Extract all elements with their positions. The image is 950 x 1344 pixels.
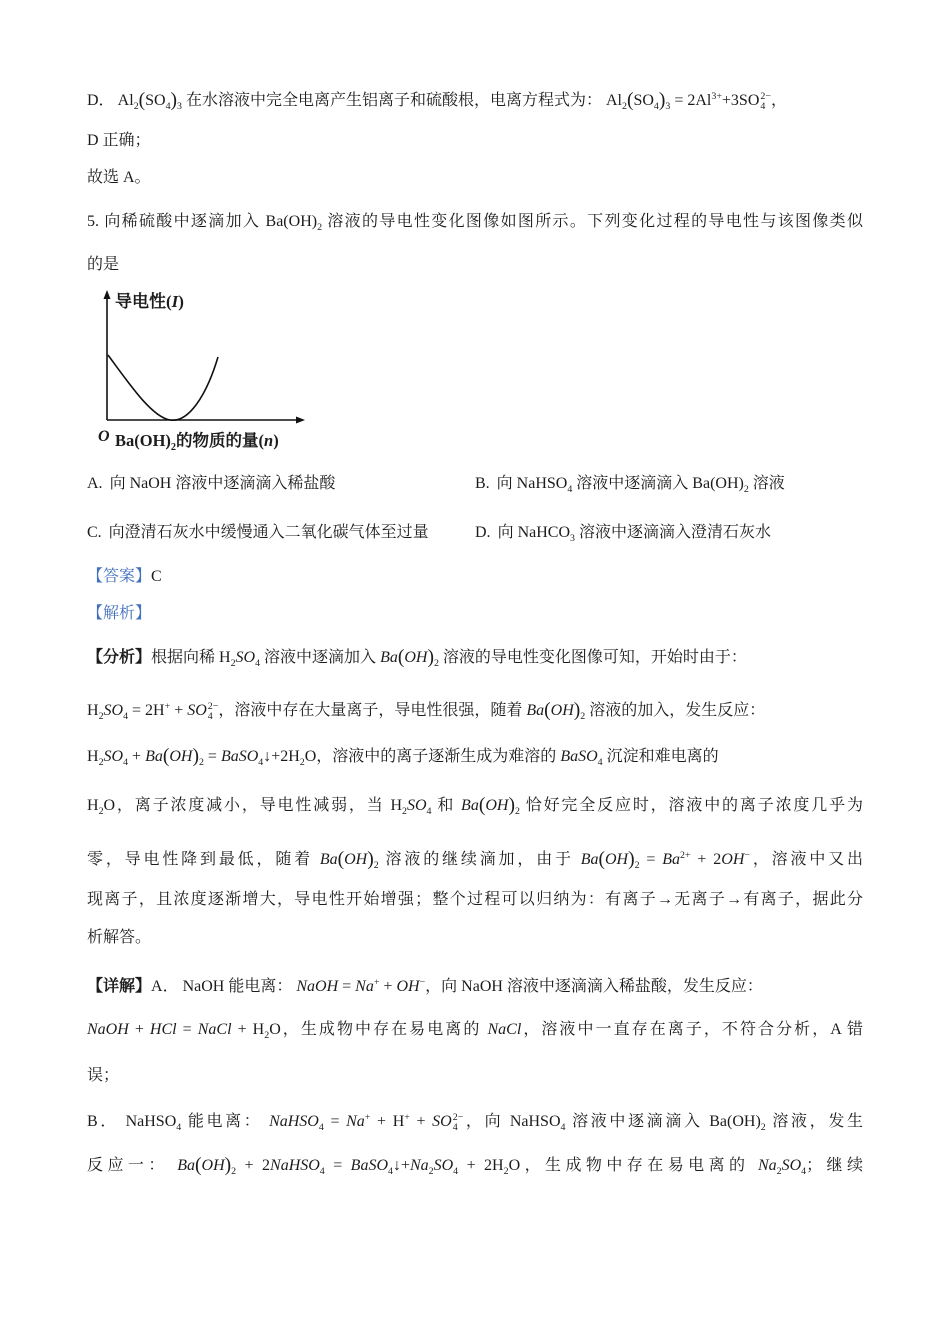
text-run: ，向 NaOH 溶液中逐滴滴入稀盐酸，发生反应： <box>425 977 763 995</box>
analysis-line <box>87 746 719 774</box>
previous-answer-choice-line <box>87 167 151 189</box>
text-run: 恰好完全反应时，溶液中的离子浓度几乎为 <box>519 797 863 814</box>
superscript: 3+ <box>711 91 722 102</box>
subscript: 4 <box>388 1165 393 1177</box>
analysis-line <box>87 927 151 949</box>
parenthesis: ) <box>367 849 374 871</box>
subscript: 4 <box>176 1121 182 1133</box>
text-run: = <box>323 1112 347 1130</box>
option-c <box>87 522 429 544</box>
parenthesis: ( <box>195 1155 202 1177</box>
text-run: + <box>128 1021 150 1038</box>
text-run: 向 NaHSO <box>496 475 568 492</box>
parenthesis: ) <box>628 849 635 871</box>
italic-run: OH <box>721 850 745 868</box>
analysis-line <box>87 795 863 823</box>
italic-run: SO <box>406 797 427 814</box>
sub-superscript <box>208 702 219 723</box>
text-run: A． NaOH 能电离： <box>151 977 297 995</box>
text-run: 溶液中逐滴滴入 Ba(OH) <box>572 475 744 492</box>
subscript: 4 <box>165 100 171 112</box>
text-run: 溶液中逐滴滴入澄清石灰水 <box>574 524 771 541</box>
option-text <box>110 475 336 492</box>
text-run: + <box>379 977 397 995</box>
text-run: 误； <box>87 1067 120 1084</box>
subscript: 2 <box>98 710 104 722</box>
bold-italic-run: n <box>264 431 274 450</box>
italic-run: Na <box>409 1157 429 1174</box>
italic-run: SO <box>235 649 256 666</box>
analysis-line <box>87 696 765 728</box>
subscript: 4 <box>258 756 264 768</box>
subscript: 2 <box>231 1165 237 1177</box>
italic-run: SO <box>103 701 124 719</box>
question-stem-line <box>87 254 119 276</box>
superscript: + <box>364 1112 371 1123</box>
bold-run: 导电性( <box>115 292 172 311</box>
text-run: SO <box>633 91 654 109</box>
parenthesis: ( <box>337 849 345 871</box>
subscript: 2 <box>622 100 627 112</box>
subscript: 2 <box>133 100 139 112</box>
parenthesis: ) <box>658 90 666 112</box>
text-run: 零，导电性降到最低，随着 <box>87 850 320 868</box>
option-label: D. <box>475 524 491 541</box>
text-run: ，向 NaHSO <box>463 1112 561 1130</box>
text-run: 故选 A。 <box>87 169 151 186</box>
italic-run: Ba <box>461 797 479 814</box>
parenthesis: ( <box>478 795 486 817</box>
option-b <box>475 473 785 501</box>
subscript: 4 <box>597 756 603 768</box>
subscript: 2 <box>503 1165 509 1177</box>
detail-line <box>87 1155 863 1183</box>
option-a <box>87 473 335 495</box>
section-tag: 【答案】 <box>87 568 152 585</box>
text-run: = <box>324 1157 351 1174</box>
text-run: 溶液中逐滴加入 <box>260 649 381 666</box>
text-run: H <box>87 701 99 719</box>
superscript: − <box>744 850 750 861</box>
subscript: 2 <box>373 859 379 871</box>
text-run: ， <box>770 91 787 109</box>
option-label: B. <box>475 475 490 492</box>
italic-run: Ba <box>380 649 398 666</box>
text-run: 析解答。 <box>87 929 152 946</box>
superscript: 2+ <box>680 850 691 861</box>
subscript: 2 <box>170 442 177 454</box>
superscript: + <box>404 1112 410 1123</box>
italic-run: OH <box>404 649 428 666</box>
subscript: 4 <box>123 756 129 768</box>
text-run: 向 NaHCO <box>497 524 571 541</box>
subscript: 2 <box>433 657 439 669</box>
subscript: 4 <box>801 1165 807 1177</box>
text-run: 溶液 <box>748 475 785 492</box>
text-run: B． NaHSO <box>87 1112 177 1130</box>
subscript: 4 <box>426 805 432 817</box>
analysis-line <box>87 647 747 675</box>
subscript: 3 <box>570 532 575 544</box>
explanation-heading <box>87 603 151 625</box>
bold-run: 的物质的量( <box>176 431 265 450</box>
text-run: = <box>338 977 356 995</box>
text-run: ↓+ <box>392 1157 410 1174</box>
text-run: 现离子，且浓度逐渐增大，导电性开始增强；整个过程可以归纳为：有离子→无离子→有离子，据此分 <box>87 891 863 908</box>
subscript: 4 <box>452 1122 458 1134</box>
text-run: D． <box>87 91 115 109</box>
text-run: +3SO <box>721 91 760 109</box>
subscript: 2 <box>264 1029 270 1041</box>
text-run: H <box>87 748 99 765</box>
parenthesis: ( <box>397 647 405 669</box>
subscript: 4 <box>560 1121 566 1133</box>
italic-run: OH <box>550 701 574 719</box>
italic-run: Ba <box>526 701 545 719</box>
italic-run: BaSO <box>560 748 598 765</box>
italic-run: BaSO <box>220 748 259 765</box>
italic-run: NaOH <box>87 1021 129 1038</box>
text-run: = <box>203 748 221 765</box>
x-axis-arrow <box>296 417 305 424</box>
bold-run: Ba(OH) <box>115 431 171 450</box>
subscript: 2 <box>634 859 640 871</box>
subscript: 2 <box>230 657 236 669</box>
italic-run: OH <box>604 850 629 868</box>
italic-run: NaHSO <box>270 1157 320 1174</box>
parenthesis: ) <box>192 746 199 768</box>
text-run: 溶液的导电性变化图像如图所示。下列变化过程的导电性与该图像类似 <box>322 213 863 230</box>
parenthesis: ) <box>573 700 581 722</box>
sub-superscript <box>453 1113 464 1134</box>
option-text <box>109 524 429 541</box>
parenthesis: ) <box>170 90 178 112</box>
subscript: 4 <box>653 100 659 112</box>
bold-run: 【分析】 <box>87 649 152 666</box>
text-run: = 2Al <box>670 91 712 109</box>
italic-run: SO <box>433 1157 454 1174</box>
subscript: 4 <box>567 483 573 495</box>
subscript: 4 <box>255 657 261 669</box>
italic-run: OH <box>485 797 509 814</box>
text-run: 溶液的导电性变化图像可知，开始时由于： <box>438 649 747 666</box>
text-run: 能电离： <box>181 1112 270 1130</box>
text-run: ↓+2H <box>263 748 300 765</box>
text-run: 和 <box>431 797 462 814</box>
sub-superscript <box>760 92 771 113</box>
option-d-explanation-line <box>87 86 787 118</box>
detail-line <box>87 1107 863 1139</box>
text-run: O，溶液中的离子逐渐生成为难溶的 <box>304 748 561 765</box>
text-run: + <box>128 748 146 765</box>
text-run: 溶液的继续滴加，由于 <box>378 850 581 868</box>
text-run: = <box>176 1021 198 1038</box>
italic-run: SO <box>103 748 124 765</box>
superscript: 2− <box>452 1111 464 1123</box>
text-run: D 正确； <box>87 132 151 149</box>
italic-run: Na <box>355 977 374 995</box>
option-d-verdict-line <box>87 130 151 152</box>
text-run: ，溶液中又出 <box>749 850 863 868</box>
subscript: 4 <box>319 1165 325 1177</box>
text-run: 沉淀和难电离的 <box>602 748 719 765</box>
parenthesis: ( <box>626 90 634 112</box>
subscript: 4 <box>318 1121 324 1133</box>
subscript: 2 <box>580 710 586 722</box>
italic-run: OH <box>169 748 193 765</box>
text-run: + H <box>370 1112 405 1130</box>
subscript: 4 <box>760 101 766 113</box>
bold-run: 【详解】 <box>87 977 152 995</box>
conductivity-curve <box>108 355 218 420</box>
analysis-line <box>87 889 863 911</box>
italic-run: SO <box>187 701 207 719</box>
italic-run: NaOH <box>296 977 339 995</box>
origin-label: O <box>98 428 110 445</box>
option-label: A. <box>87 475 103 492</box>
text-run: O，生成物中存在易电离的 <box>508 1157 758 1174</box>
text-run: + 2 <box>236 1157 271 1174</box>
text-run: O，生成物中存在易电离的 <box>269 1021 488 1038</box>
text-run: 根据向稀 H <box>151 649 231 666</box>
text-run: + <box>170 701 188 719</box>
detail-line <box>87 1065 119 1087</box>
text-run: Al <box>114 91 134 109</box>
subscript: 3 <box>177 100 182 112</box>
subscript: 2 <box>428 1165 434 1177</box>
question-stem-line <box>87 211 863 239</box>
italic-run: OH <box>396 977 420 995</box>
italic-run: Ba <box>177 1157 196 1174</box>
subscript: 4 <box>453 1165 459 1177</box>
italic-run: Ba <box>662 850 681 868</box>
option-text <box>497 524 771 544</box>
superscript: 2− <box>207 700 219 712</box>
text-run: = 2H <box>128 701 165 719</box>
italic-run: SO <box>781 1157 802 1174</box>
subscript: 2 <box>514 805 520 817</box>
text-run: + <box>409 1112 433 1130</box>
italic-run: OH <box>201 1157 225 1174</box>
text-run: 溶液的加入，发生反应： <box>585 701 766 719</box>
subscript: 2 <box>299 756 305 768</box>
superscript: + <box>164 701 171 712</box>
parenthesis: ( <box>544 700 551 722</box>
y-axis-arrow <box>104 290 111 299</box>
italic-run: NaCl <box>197 1021 232 1038</box>
text-run: 的是 <box>87 256 120 273</box>
subscript: 2 <box>198 756 204 768</box>
bold-italic-run: I <box>171 292 179 311</box>
text-run: 反应一： <box>87 1157 178 1174</box>
text-run: 向 NaOH 溶液中逐滴滴入稀盐酸 <box>109 475 336 492</box>
italic-run: BaSO <box>350 1157 388 1174</box>
detail-line <box>87 972 763 998</box>
parenthesis: ) <box>224 1155 232 1177</box>
parenthesis: ) <box>427 647 434 669</box>
text-run: 溶液中逐滴滴入 Ba(OH) <box>565 1112 761 1130</box>
section-tag: 【解析】 <box>87 605 152 622</box>
italic-run: NaHSO <box>269 1112 319 1130</box>
parenthesis: ) <box>508 795 515 817</box>
italic-run: Na <box>346 1112 365 1130</box>
italic-run: NaCl <box>487 1021 522 1038</box>
detail-line <box>87 1019 863 1047</box>
subscript: 3 <box>665 100 671 112</box>
parenthesis: ( <box>138 90 146 112</box>
text-run: SO <box>145 91 166 109</box>
x-axis-label <box>115 431 279 458</box>
italic-run: HCl <box>149 1021 177 1038</box>
italic-run: OH <box>344 850 368 868</box>
analysis-line <box>87 845 863 877</box>
italic-run: Ba <box>319 850 338 868</box>
text-run: 溶液，发生 <box>765 1112 863 1130</box>
text-run: = <box>639 850 663 868</box>
answer-line <box>87 566 162 588</box>
conductivity-graph <box>90 285 315 455</box>
superscript: 2− <box>760 90 771 102</box>
text-run: + H <box>231 1021 265 1038</box>
parenthesis: ( <box>162 746 170 768</box>
italic-run: SO <box>432 1112 452 1130</box>
subscript: 2 <box>743 483 749 495</box>
superscript: − <box>419 977 426 988</box>
subscript: 2 <box>317 221 323 233</box>
subscript: 2 <box>98 756 104 768</box>
text-run: ，溶液中一直存在离子，不符合分析，A 错 <box>521 1021 863 1038</box>
option-label: C. <box>87 524 102 541</box>
bold-run: ) <box>273 431 279 450</box>
text-run: + 2 <box>690 850 722 868</box>
superscript: + <box>373 977 380 988</box>
subscript: 4 <box>123 710 129 722</box>
text-run: 5. 向稀硫酸中逐滴加入 Ba(OH) <box>87 213 318 230</box>
parenthesis: ( <box>598 849 605 871</box>
subscript: 2 <box>776 1165 782 1177</box>
option-text <box>496 475 785 495</box>
subscript: 4 <box>207 711 213 723</box>
subscript: 2 <box>760 1121 766 1133</box>
subscript: 2 <box>98 805 104 817</box>
text-run: 在水溶液中完全电离产生铝离子和硫酸根，电离方程式为： Al <box>182 91 623 109</box>
option-d <box>475 522 771 550</box>
text-run: O，离子浓度减小，导电性减弱，当 H <box>103 797 403 814</box>
subscript: 2 <box>402 805 407 817</box>
bold-run: ) <box>178 292 184 311</box>
text-run: H <box>87 797 99 814</box>
text-run: ，溶液中存在大量离子，导电性很强，随着 <box>218 701 527 719</box>
y-axis-label <box>115 292 184 312</box>
italic-run: Ba <box>145 748 163 765</box>
italic-run: Na <box>757 1157 777 1174</box>
italic-run: Ba <box>580 850 599 868</box>
text-run: ；继续 <box>806 1157 863 1174</box>
text-run: + 2H <box>458 1157 504 1174</box>
text-run: C <box>151 568 162 585</box>
text-run: 向澄清石灰水中缓慢通入二氧化碳气体至过量 <box>108 524 429 541</box>
